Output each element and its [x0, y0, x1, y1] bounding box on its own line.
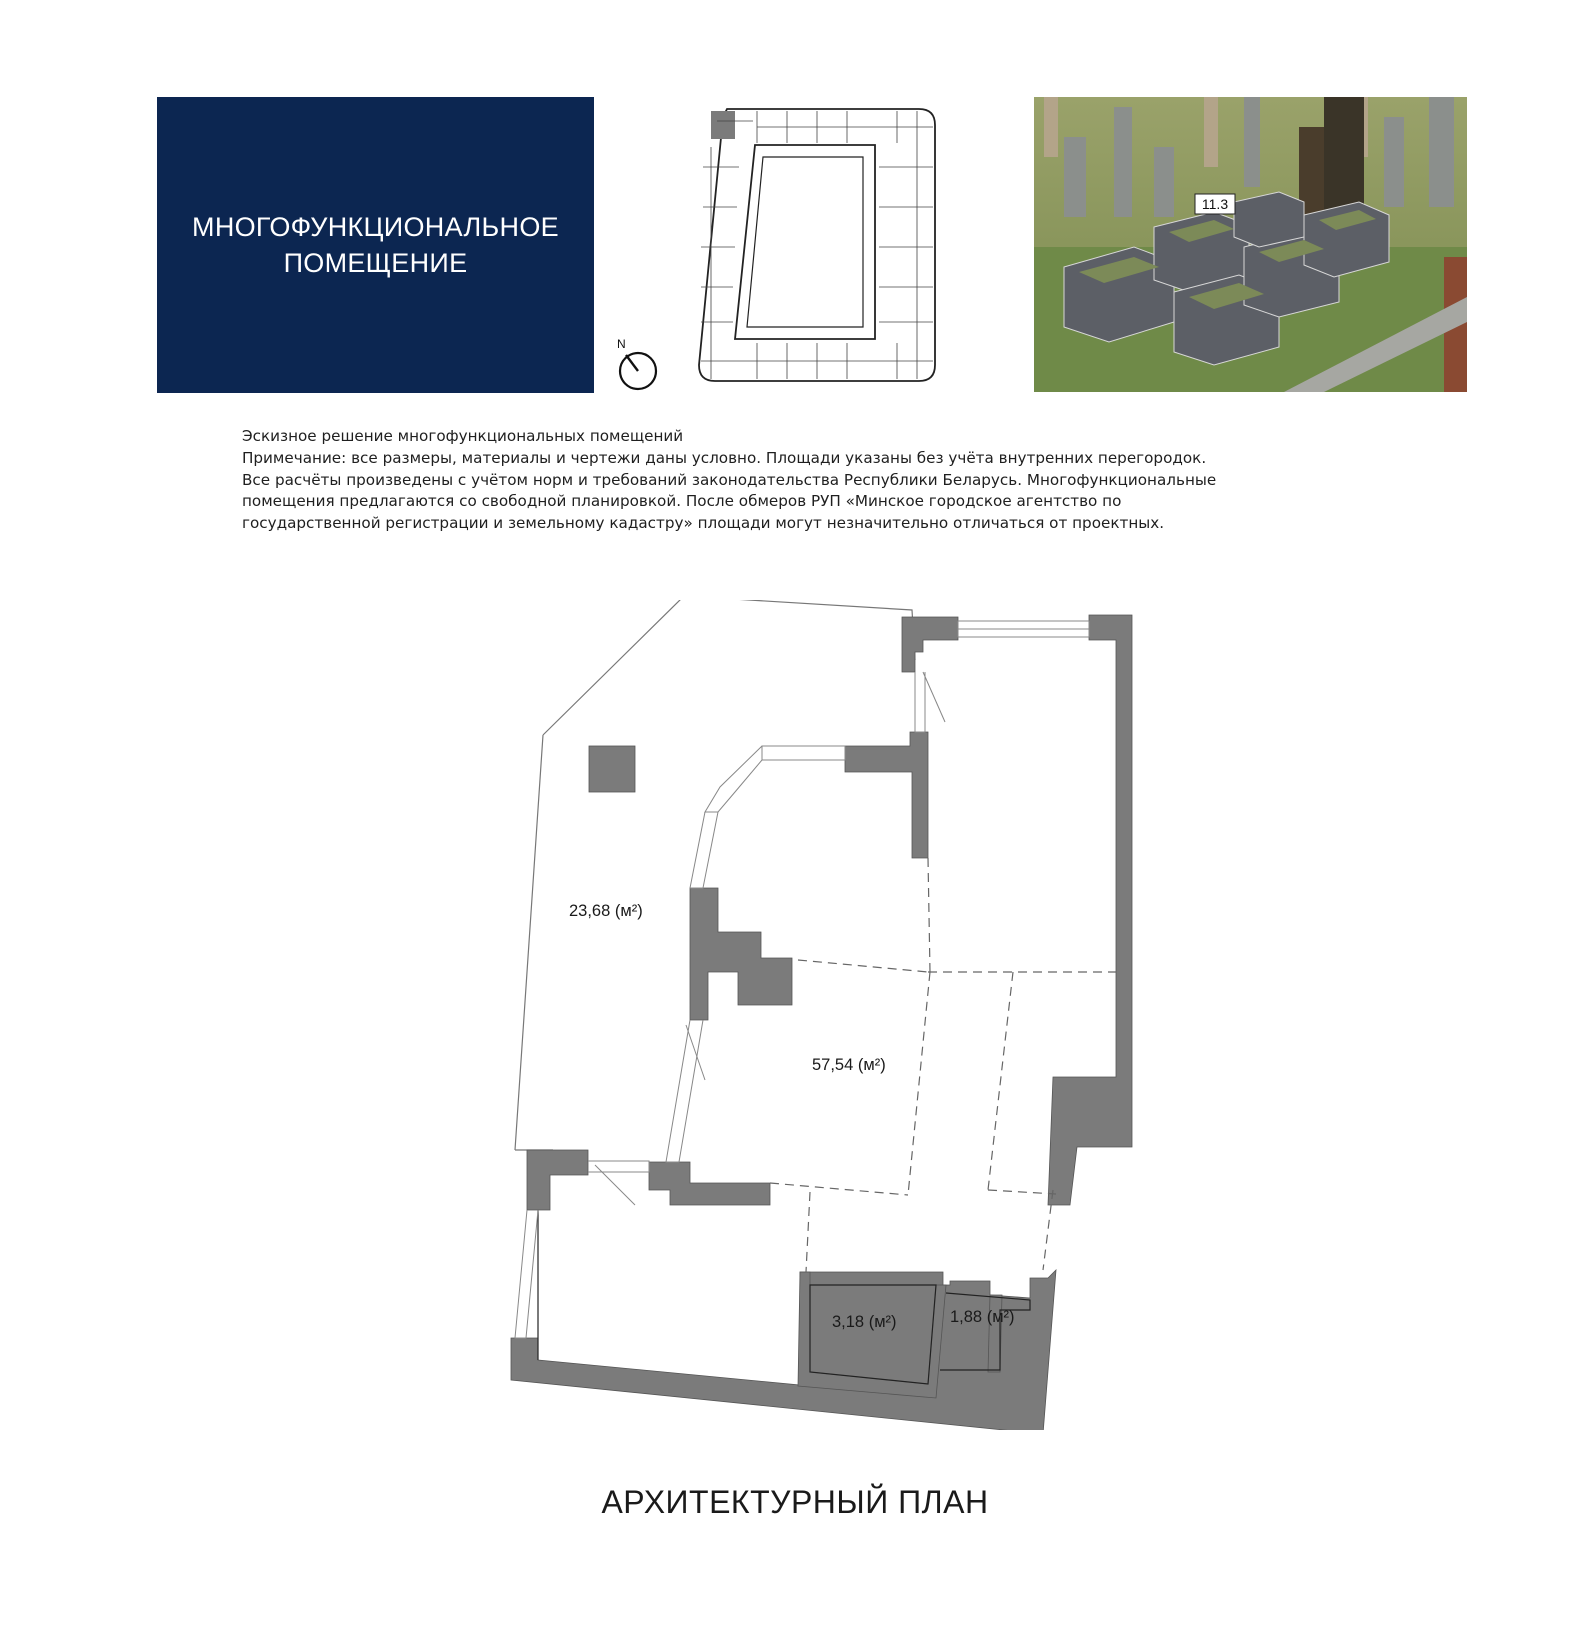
compass-icon: [612, 334, 662, 392]
render-building-tag: 11.3: [1201, 196, 1229, 212]
title-block: [157, 97, 594, 393]
key-plan: [697, 107, 937, 383]
floor-plan: [500, 600, 1150, 1430]
aerial-render-image: [1034, 97, 1467, 392]
plan-windows: [515, 621, 1089, 1338]
area-label-main-hall: 57,54 (м²): [812, 1056, 886, 1074]
compass-north-label: N: [617, 337, 626, 351]
notes-line-4: помещения предлагаются со свободной планировкой. После обмеров РУП «Минское городское агентство по: [242, 492, 1122, 511]
notes-line-2: Примечание: все размеры, материалы и чертежи даны условно. Площади указаны без учёта внутренних перегородок.: [242, 448, 1207, 467]
notes-line-3: Все расчёты произведены с учётом норм и требований законодательства Республики Беларусь. Многофункциональные: [242, 470, 1217, 489]
plan-title: АРХИТЕКТУРНЫЙ ПЛАН: [601, 1484, 989, 1520]
area-label-terrace: 23,68 (м²): [569, 902, 643, 920]
title-line-2: ПОМЕЩЕНИЕ: [283, 248, 468, 278]
area-label-bathroom: 1,88 (м²): [950, 1308, 1015, 1326]
area-label-room-small: 3,18 (м²): [832, 1313, 897, 1331]
notes-line-1: Эскизное решение многофункциональных помещений: [242, 427, 684, 445]
notes-line-5: государственной регистрации и земельному кадастру» площади могут незначительно отличаться от проектных.: [242, 514, 1165, 533]
title-line-1: МНОГОФУНКЦИОНАЛЬНОЕ: [192, 212, 559, 242]
notes-block: [242, 426, 1422, 535]
plan-walls: [511, 615, 1132, 1430]
